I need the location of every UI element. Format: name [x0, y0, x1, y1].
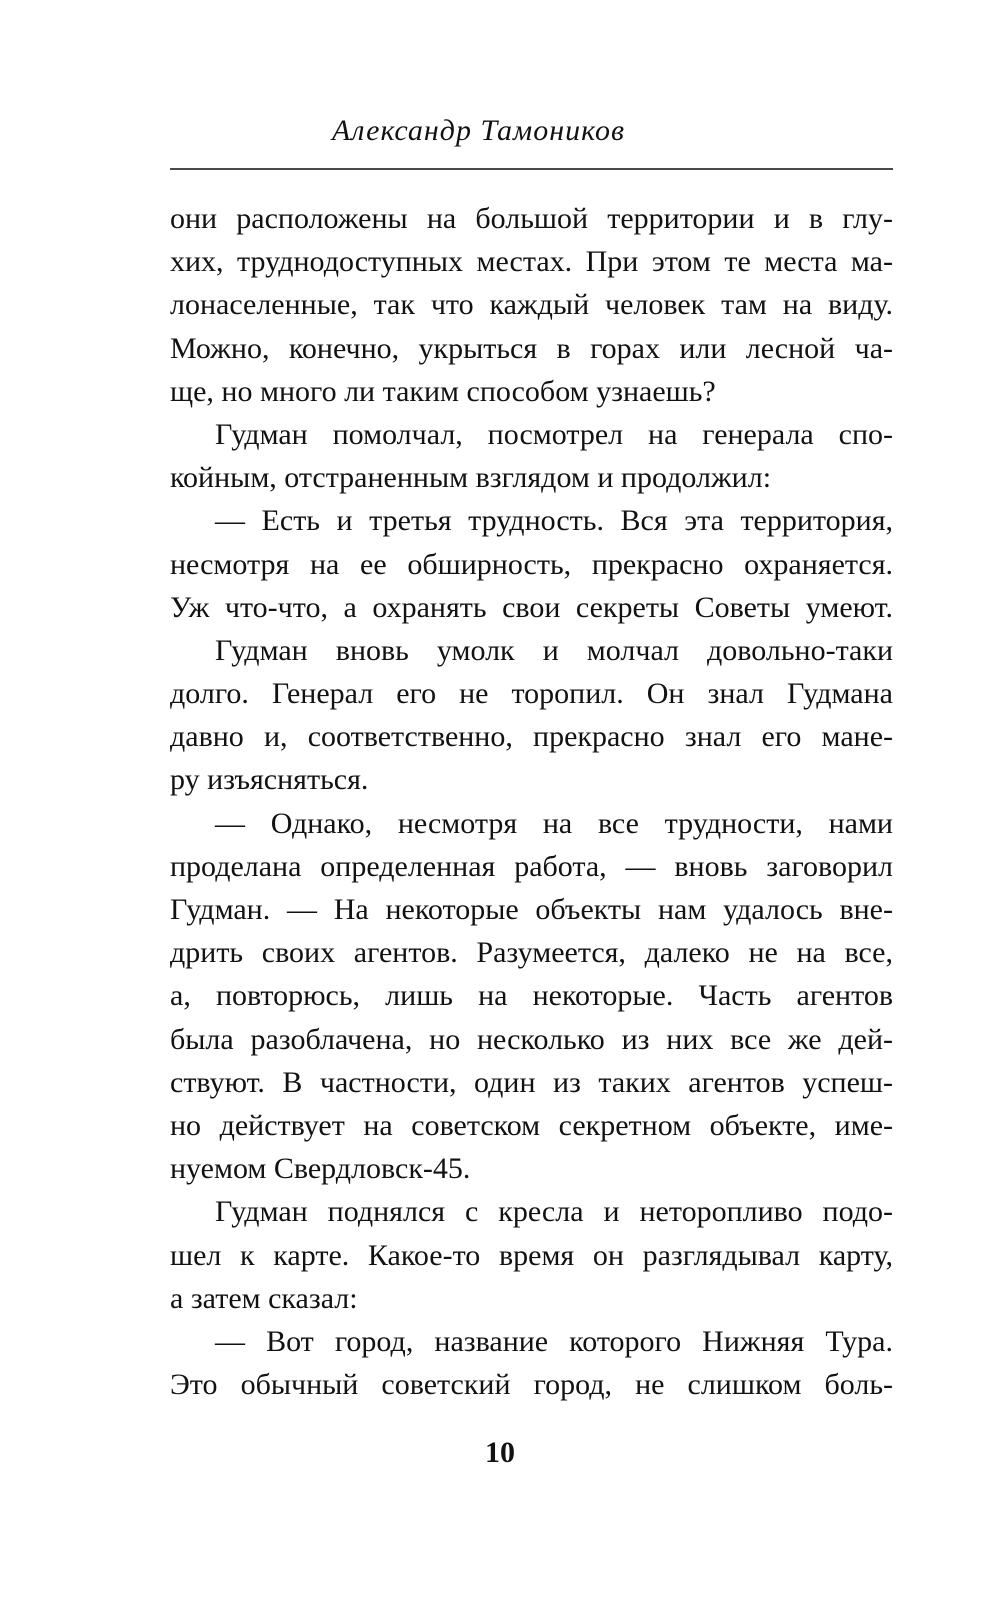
text-line: ру изъясняться. [170, 763, 369, 797]
text-line: а затем сказал: [170, 1281, 358, 1315]
page-number: 10 [485, 1436, 515, 1469]
text-line: Это обычный советский город, не слишком боль- [170, 1368, 893, 1402]
text-line: давно и, соответственно, прекрасно знал его мане- [170, 720, 893, 754]
text-line: шел к карте. Какое-то время он разглядывал карту, [170, 1238, 893, 1272]
text-line: несмотря на ее обширность, прекрасно охраняется. [170, 547, 893, 581]
text-line: Гудман поднялся с кресла и неторопливо подо- [215, 1195, 893, 1229]
text-line: ще, но много ли таким способом узнаешь? [170, 374, 716, 408]
header-rule [170, 168, 893, 170]
text-line: — Однако, несмотря на все трудности, нами [215, 806, 893, 840]
text-line: долго. Генерал его не торопил. Он знал Гудмана [170, 677, 893, 711]
text-line: Гудман помолчал, посмотрел на генерала спо- [215, 417, 893, 451]
text-line: Гудман вновь умолк и молчал довольно-таки [215, 633, 893, 667]
text-line: Уж что-что, а охранять свои секреты Советы умеют. [170, 590, 893, 624]
body-text [170, 197, 893, 1406]
text-line: была разоблачена, но несколько из них все же дей- [170, 1022, 893, 1056]
text-line: койным, отстраненным взглядом и продолжил: [170, 461, 772, 495]
text-line: а, повторюсь, лишь на некоторые. Часть агентов [170, 979, 893, 1013]
text-line: нуемом Свердловск-45. [170, 1152, 471, 1186]
text-line: ствуют. В частности, один из таких агентов успеш- [170, 1065, 893, 1099]
text-line: Гудман. — На некоторые объекты нам удалось вне- [170, 893, 893, 926]
text-line: — Есть и третья трудность. Вся эта территория, [215, 504, 893, 538]
text-line: хих, труднодоступных местах. При этом те места ма- [170, 245, 893, 279]
text-line: лонаселенные, так что каждый человек там на виду. [170, 288, 893, 322]
running-head-author: Александр Тамоников [332, 114, 625, 147]
text-line: Можно, конечно, укрыться в горах или лесной ча- [170, 331, 893, 365]
text-line: но действует на советском секретном объекте, име- [170, 1108, 893, 1142]
text-line: они расположены на большой территории и в глу- [170, 202, 893, 235]
text-line: проделана определенная работа, — вновь заговорил [170, 849, 893, 883]
text-line: дрить своих агентов. Разумеется, далеко не на все, [170, 936, 893, 970]
text-line: — Вот город, название которого Нижняя Тура. [215, 1324, 893, 1358]
